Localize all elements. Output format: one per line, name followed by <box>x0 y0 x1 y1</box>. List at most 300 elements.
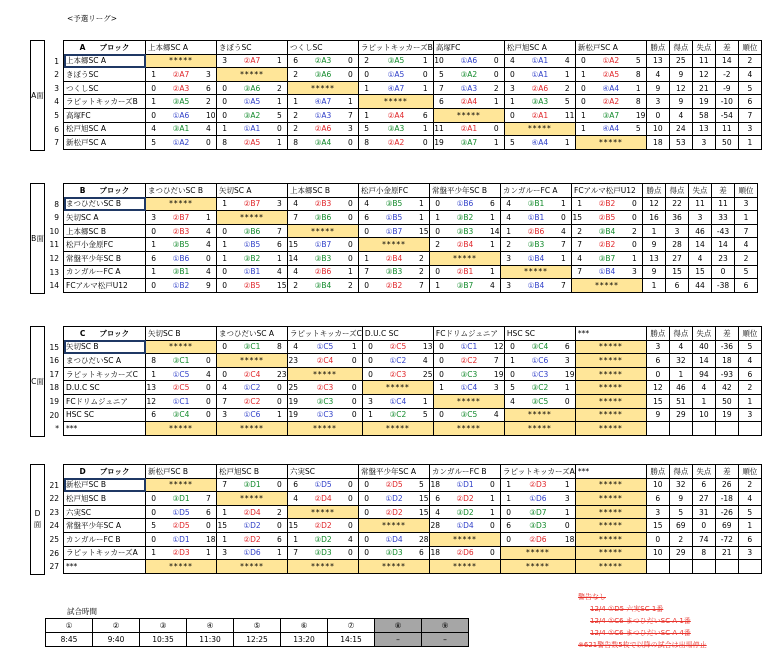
stat-cell: 1 <box>643 279 666 293</box>
match-code: ①D5 <box>314 480 332 490</box>
opponent-header: 矢切SC A <box>217 184 288 198</box>
stat-cell: 19 <box>715 408 738 422</box>
score-against: 8 <box>277 342 282 352</box>
match-code: ②A3 <box>314 56 332 66</box>
no-match-cell: ***** <box>501 546 576 560</box>
block-letter: A <box>79 42 86 52</box>
score-for: 0 <box>151 493 156 503</box>
score-cell <box>217 224 288 238</box>
stat-cell: -26 <box>715 505 738 519</box>
score-against: 7 <box>561 240 566 250</box>
score-for: 4 <box>222 383 227 393</box>
opponent-header: ラピットキッカーズB <box>359 41 434 55</box>
match-code: ④A4 <box>531 137 549 147</box>
stat-header-ga: 失点 <box>692 465 715 479</box>
score-cell <box>217 532 288 546</box>
stat-cell <box>692 422 715 436</box>
stat-header-pts: 勝点 <box>646 41 669 55</box>
match-code: ①B1 <box>243 267 261 277</box>
team-name: 矢切SC B <box>64 340 146 354</box>
score-cell <box>359 279 430 293</box>
stat-cell: 5 <box>735 265 758 279</box>
score-cell <box>217 136 288 150</box>
score-cell <box>501 492 576 506</box>
score-for: 10 <box>434 56 444 66</box>
score-cell <box>362 408 433 422</box>
score-against: 5 <box>277 110 282 120</box>
match-code: ②D6 <box>456 548 474 558</box>
match-code: ②D6 <box>529 534 547 544</box>
stat-cell: -72 <box>715 532 738 546</box>
match-code: ②C2 <box>243 396 261 406</box>
score-for: 0 <box>510 69 515 79</box>
score-for: 19 <box>434 137 444 147</box>
row-number: 12 <box>49 253 59 263</box>
block-table-d <box>63 464 762 574</box>
stat-cell: 3 <box>692 136 715 150</box>
score-against: 0 <box>490 480 495 490</box>
row-number: 20 <box>49 410 59 420</box>
score-cell <box>572 224 643 238</box>
stat-cell: 5 <box>738 340 761 354</box>
stat-cell: 50 <box>715 394 738 408</box>
score-for: 5 <box>151 137 156 147</box>
score-cell <box>217 197 288 211</box>
match-code: ④A7 <box>387 83 405 93</box>
score-against: 0 <box>348 493 353 503</box>
score-against: 19 <box>493 369 504 379</box>
score-against: 0 <box>206 355 211 365</box>
match-code: ②B4 <box>385 253 403 263</box>
score-for: 0 <box>151 280 156 290</box>
row-number: 27 <box>49 562 59 572</box>
score-for: 0 <box>439 369 444 379</box>
score-for: 8 <box>222 137 227 147</box>
opponent-header: *** <box>575 327 646 341</box>
team-name: ラピットキッカーズA <box>64 546 146 560</box>
score-cell <box>572 197 643 211</box>
score-against: 7 <box>561 280 566 290</box>
team-name: つくしSC <box>64 81 146 95</box>
no-match-cell: ***** <box>575 354 646 368</box>
match-code: ②B2 <box>385 280 403 290</box>
stat-cell: 3 <box>646 95 669 109</box>
score-cell <box>575 122 646 136</box>
stat-cell: 11 <box>692 54 715 68</box>
match-code: ②D5 <box>385 480 403 490</box>
stat-cell: 14 <box>692 354 715 368</box>
table-row <box>64 519 762 533</box>
score-against: 1 <box>564 480 570 490</box>
match-code: ①D2 <box>243 521 261 531</box>
score-against: 4 <box>206 124 211 134</box>
score-for: 0 <box>581 83 586 93</box>
table-row <box>64 532 762 546</box>
match-code: ①D6 <box>243 548 261 558</box>
score-cell <box>288 478 359 492</box>
score-for: 0 <box>364 507 369 517</box>
match-code: ③C2 <box>531 383 549 393</box>
no-match-cell: ***** <box>501 265 572 279</box>
row-number: 25 <box>49 534 59 544</box>
opponent-header: D.U.C SC <box>362 327 433 341</box>
score-for: 1 <box>435 280 440 290</box>
stat-header-gf: 得点 <box>669 41 692 55</box>
score-for: 0 <box>151 507 156 517</box>
no-match-cell: ***** <box>575 532 646 546</box>
score-for: 0 <box>368 369 373 379</box>
no-match-cell: ***** <box>359 238 430 252</box>
stat-cell: 25 <box>669 54 692 68</box>
table-row <box>64 251 758 265</box>
score-cell <box>501 505 576 519</box>
table-row <box>64 408 762 422</box>
stat-cell: 74 <box>692 532 715 546</box>
stat-cell: 0 <box>646 108 669 122</box>
score-for: 0 <box>222 342 227 352</box>
no-match-cell: ***** <box>504 408 575 422</box>
score-against: 1 <box>493 137 499 147</box>
score-cell <box>217 367 288 381</box>
score-for: 1 <box>151 69 156 79</box>
no-match-cell: ***** <box>146 197 217 211</box>
match-code: ①D4 <box>456 521 474 531</box>
no-match-cell: ***** <box>217 492 288 506</box>
match-code: ①A5 <box>243 97 261 107</box>
score-for: 0 <box>435 199 440 209</box>
score-against: 1 <box>561 199 566 209</box>
table-row <box>64 224 758 238</box>
slot-time: 8:45 <box>46 633 93 647</box>
score-against: 0 <box>493 69 499 79</box>
score-against: 2 <box>564 83 570 93</box>
no-match-cell: ***** <box>146 478 217 492</box>
team-name: きぼうSC <box>64 68 146 82</box>
match-code: ①B4 <box>527 280 545 290</box>
score-against: 7 <box>419 280 424 290</box>
score-against: 8 <box>635 97 641 107</box>
score-cell <box>359 251 430 265</box>
table-row <box>64 492 762 506</box>
stat-header-pts: 勝点 <box>646 327 669 341</box>
score-cell <box>359 211 430 225</box>
score-cell <box>433 122 504 136</box>
stat-cell: 1 <box>738 136 761 150</box>
stat-cell: 27 <box>692 492 715 506</box>
stat-cell: -9 <box>715 81 738 95</box>
opponent-header: 矢切SC B <box>146 327 217 341</box>
match-code: ③C3 <box>460 369 478 379</box>
score-against: 1 <box>632 253 637 263</box>
score-for: 2 <box>364 56 369 66</box>
match-code: ①C5 <box>316 342 334 352</box>
score-cell <box>362 367 433 381</box>
stat-cell: 0 <box>646 532 669 546</box>
match-code: ①C5 <box>172 369 190 379</box>
score-cell <box>572 238 643 252</box>
score-cell <box>217 478 288 492</box>
score-cell <box>359 478 430 492</box>
no-match-cell: ***** <box>575 505 646 519</box>
score-against: 0 <box>348 137 353 147</box>
score-for: 1 <box>222 240 227 250</box>
stat-cell: 4 <box>689 251 712 265</box>
score-for: 25 <box>288 383 298 393</box>
score-against: 19 <box>635 110 646 120</box>
score-cell <box>146 367 217 381</box>
table-row <box>64 81 762 95</box>
score-against: 4 <box>564 56 570 66</box>
note-line: 12/4 ①C6 まつひだいSC A 1番 <box>590 617 691 625</box>
table-row <box>64 238 758 252</box>
opponent-header: 松戸旭SC A <box>504 41 575 55</box>
match-code: ①C4 <box>389 396 407 406</box>
match-code: ③A1 <box>172 124 190 134</box>
score-against: 18 <box>206 534 216 544</box>
match-code: ①C1 <box>460 342 478 352</box>
score-cell <box>430 211 501 225</box>
score-against: 8 <box>635 69 641 79</box>
score-cell <box>433 95 504 109</box>
score-for: 4 <box>506 212 511 222</box>
stat-header-ga: 失点 <box>689 184 712 198</box>
match-code: ②B2 <box>598 199 616 209</box>
score-against: 4 <box>561 226 566 236</box>
score-against: 1 <box>277 56 282 66</box>
stat-cell: 6 <box>738 532 761 546</box>
match-code: ③B3 <box>527 240 545 250</box>
score-for: 4 <box>293 199 298 209</box>
score-for: 0 <box>222 226 227 236</box>
match-code: ②C3 <box>316 383 334 393</box>
match-code: ②A6 <box>531 83 549 93</box>
opponent-header: HSC SC <box>504 327 575 341</box>
score-cell <box>217 81 288 95</box>
score-against: 0 <box>348 69 353 79</box>
stat-cell: 46 <box>669 381 692 395</box>
side-label <box>30 183 45 294</box>
score-cell <box>362 354 433 368</box>
stat-cell <box>646 422 669 436</box>
score-against: 0 <box>277 124 282 134</box>
score-against: 2 <box>348 280 353 290</box>
score-for: 23 <box>288 355 298 365</box>
score-cell <box>575 54 646 68</box>
stat-cell: 6 <box>735 279 758 293</box>
stat-cell: 24 <box>669 122 692 136</box>
no-match-cell: ***** <box>359 95 434 109</box>
match-code: ③A2 <box>460 69 478 79</box>
score-for: 0 <box>368 355 373 365</box>
score-against: 5 <box>419 480 424 490</box>
score-against: 0 <box>206 396 211 406</box>
match-code: ①C4 <box>460 383 478 393</box>
score-against: 1 <box>490 507 495 517</box>
stat-header-diff: 差 <box>715 465 738 479</box>
score-for: 0 <box>364 493 369 503</box>
score-cell <box>217 381 288 395</box>
score-for: 15 <box>288 240 298 250</box>
table-row <box>64 478 762 492</box>
score-cell <box>504 54 575 68</box>
score-cell <box>288 238 359 252</box>
score-for: 28 <box>430 521 440 531</box>
score-cell <box>504 394 575 408</box>
no-match-cell: ***** <box>146 422 217 436</box>
score-against: 1 <box>206 548 211 558</box>
score-against: 0 <box>206 410 211 420</box>
opponent-header: 六実SC <box>288 465 359 479</box>
no-match-cell: ***** <box>575 394 646 408</box>
score-cell <box>433 367 504 381</box>
match-code: ③A3 <box>531 97 549 107</box>
score-against: 15 <box>419 226 429 236</box>
stat-header-ga: 失点 <box>692 41 715 55</box>
stat-cell: 9 <box>669 68 692 82</box>
row-numbers <box>45 55 62 150</box>
stat-cell: 4 <box>646 68 669 82</box>
score-for: 0 <box>364 534 369 544</box>
score-cell <box>504 136 575 150</box>
side-label <box>30 40 45 151</box>
row-number: 5 <box>54 110 59 120</box>
score-for: 1 <box>151 369 156 379</box>
score-cell <box>288 68 359 82</box>
score-against: 5 <box>635 56 641 66</box>
score-for: 3 <box>222 56 227 66</box>
score-against: 11 <box>564 110 575 120</box>
score-for: 6 <box>439 97 444 107</box>
stat-cell: 2 <box>669 532 692 546</box>
row-number: 21 <box>49 480 59 490</box>
opponent-header: きぼうSC <box>217 41 288 55</box>
stat-cell: 12 <box>669 81 692 95</box>
row-numbers <box>45 479 62 574</box>
match-code: ②B3 <box>314 199 332 209</box>
stat-cell: 14 <box>715 54 738 68</box>
score-for: 0 <box>364 226 369 236</box>
stat-cell: 3 <box>689 211 712 225</box>
opponent-header: カンガルーFC B <box>430 465 501 479</box>
score-cell <box>504 381 575 395</box>
stat-cell: 0 <box>712 265 735 279</box>
team-name: *** <box>64 560 146 574</box>
score-for: 7 <box>293 212 298 222</box>
no-match-cell: ***** <box>575 492 646 506</box>
match-code: ①A3 <box>314 110 332 120</box>
score-against: 4 <box>348 534 353 544</box>
no-match-cell: ***** <box>146 340 217 354</box>
match-code: ③B4 <box>314 280 332 290</box>
no-match-cell: ***** <box>362 381 433 395</box>
match-code: ①D5 <box>172 507 190 517</box>
stat-cell: -10 <box>715 95 738 109</box>
stat-header-gf: 得点 <box>669 465 692 479</box>
match-code: ③D3 <box>529 521 547 531</box>
stat-cell: 4 <box>692 381 715 395</box>
row-number: 2 <box>54 70 59 80</box>
score-cell <box>504 81 575 95</box>
match-code: ①B5 <box>243 240 261 250</box>
score-against: 1 <box>490 267 495 277</box>
score-against: 0 <box>351 396 357 406</box>
stat-cell: 12 <box>643 197 666 211</box>
stat-cell: 19 <box>692 95 715 109</box>
slot-number: ⑦ <box>328 619 375 633</box>
stat-cell: 29 <box>669 408 692 422</box>
score-cell <box>217 54 288 68</box>
stat-cell: 1 <box>643 224 666 238</box>
score-cell <box>288 251 359 265</box>
slot-number: ⑧ <box>375 619 422 633</box>
score-for: 19 <box>288 396 298 406</box>
score-for: 7 <box>222 480 227 490</box>
slot-time: 9:40 <box>93 633 140 647</box>
score-cell <box>433 381 504 395</box>
stat-cell: 40 <box>692 340 715 354</box>
score-against: 1 <box>493 97 499 107</box>
score-against: 6 <box>419 548 424 558</box>
score-against: 15 <box>419 507 429 517</box>
opponent-header: 高塚FC <box>433 41 504 55</box>
score-against: 0 <box>632 240 637 250</box>
match-code: ③B7 <box>598 253 616 263</box>
stat-cell: 10 <box>646 122 669 136</box>
score-cell <box>504 108 575 122</box>
block-table-a <box>63 40 762 150</box>
schedule-table <box>45 618 469 647</box>
score-cell <box>146 505 217 519</box>
score-cell <box>359 68 434 82</box>
score-cell <box>430 265 501 279</box>
disciplinary-notes <box>568 591 758 651</box>
stat-cell: 9 <box>646 81 669 95</box>
score-for: 2 <box>577 226 582 236</box>
score-for: 14 <box>288 253 298 263</box>
score-cell <box>146 81 217 95</box>
match-code: ②A4 <box>460 97 478 107</box>
score-cell <box>430 546 501 560</box>
team-name: まつひだいSC A <box>64 354 146 368</box>
score-for: 15 <box>217 521 227 531</box>
score-against: 1 <box>419 199 424 209</box>
slot-number: ① <box>46 619 93 633</box>
side-text: D面 <box>33 509 42 530</box>
no-match-cell: ***** <box>362 422 433 436</box>
score-cell <box>288 381 363 395</box>
score-cell <box>146 354 217 368</box>
stat-cell: 33 <box>712 211 735 225</box>
stat-cell: 51 <box>669 394 692 408</box>
score-cell <box>146 122 217 136</box>
row-numbers <box>45 198 62 293</box>
match-code: ②B6 <box>527 226 545 236</box>
match-code: ②D2 <box>243 534 261 544</box>
stat-cell: 53 <box>669 136 692 150</box>
table-row <box>64 108 762 122</box>
score-against: 0 <box>206 521 211 531</box>
score-for: 1 <box>506 493 511 503</box>
stat-cell: 29 <box>669 546 692 560</box>
score-against: 0 <box>348 56 353 66</box>
score-against: 1 <box>277 137 282 147</box>
no-match-cell: ***** <box>217 68 288 82</box>
table-row <box>64 560 762 574</box>
stat-cell: 69 <box>669 519 692 533</box>
row-number: 22 <box>49 494 59 504</box>
stat-header-gf: 得点 <box>669 327 692 341</box>
no-match-cell: ***** <box>430 251 501 265</box>
